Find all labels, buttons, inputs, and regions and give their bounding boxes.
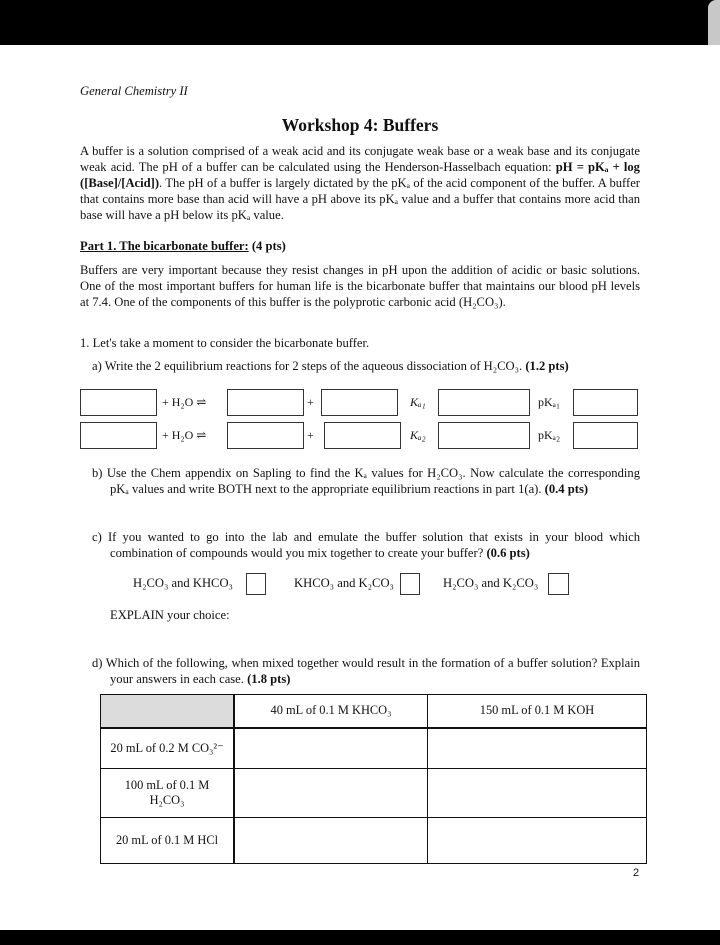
plus-2: + bbox=[307, 428, 314, 442]
question-1d bbox=[92, 655, 640, 687]
answer-cell[interactable] bbox=[234, 818, 428, 864]
table-row bbox=[101, 818, 647, 864]
part1-heading bbox=[80, 238, 640, 254]
pka1-box[interactable] bbox=[573, 389, 638, 416]
intro-text-cont: . The pH of a buffer is largely dictated by the pKₐ of the acid component of the buffer. A buffer that contains more base than acid will have a pH above its pKₐ value and a buffer that contains more acid than base will have a pH below its pKₐ value. bbox=[80, 176, 640, 222]
table-row bbox=[101, 769, 647, 818]
part1-title: Part 1. The bicarbonate buffer: bbox=[80, 239, 249, 253]
part1-points: (4 pts) bbox=[248, 239, 286, 253]
pka2-box[interactable] bbox=[573, 422, 638, 449]
table-corner-cell bbox=[101, 695, 235, 728]
answer-cell[interactable] bbox=[428, 728, 647, 769]
reactant-box-1[interactable] bbox=[80, 389, 157, 416]
column-header: 40 mL of 0.1 M KHCO₃ bbox=[234, 695, 428, 728]
pka2-label: pKₐ₂ bbox=[538, 428, 561, 442]
q1d-points: (1.8 pts) bbox=[247, 672, 291, 686]
row-header: 100 mL of 0.1 M H₂CO₃ bbox=[101, 769, 235, 818]
buffer-table bbox=[100, 694, 647, 864]
answer-cell[interactable] bbox=[428, 769, 647, 818]
choice-2-label: KHCO₃ and K₂CO₃ bbox=[294, 576, 394, 590]
q1b-text: b) Use the Chem appendix on Sapling to find the Kₐ values for H₂CO₃. Now calculate the corresponding pKₐ values and write BOTH next to the appropriate equilibrium reactions in part 1(a). bbox=[92, 466, 640, 496]
course-header: General Chemistry II bbox=[80, 84, 188, 98]
explain-label: EXPLAIN your choice: bbox=[110, 608, 230, 622]
answer-cell[interactable] bbox=[428, 818, 647, 864]
q1c-text: c) If you wanted to go into the lab and emulate the buffer solution that exists in your blood which combination of compounds would you mix together to create your buffer? bbox=[92, 530, 640, 560]
q1d-text: d) Which of the following, when mixed together would result in the formation of a buffer solution? Explain your answers in each case. bbox=[92, 656, 640, 686]
part1-paragraph: Buffers are very important because they resist changes in pH upon the addition of acidic or basic solutions. One of the most important buffers for human life is the bicarbonate buffer that maintains our blood pH levels at 7.4. One of the components of this buffer is the polyprotic carbonic acid (H₂CO₃). bbox=[80, 263, 640, 309]
question-1b bbox=[92, 465, 640, 497]
q1a-points: (1.2 pts) bbox=[525, 359, 569, 373]
pka1-label: pKₐ₁ bbox=[538, 395, 561, 409]
choice-3-label: H₂CO₃ and K₂CO₃ bbox=[443, 576, 539, 590]
choice-3-checkbox[interactable] bbox=[548, 573, 569, 595]
ka1-box[interactable] bbox=[438, 389, 530, 416]
table-header-row bbox=[101, 695, 647, 728]
product-box-1b[interactable] bbox=[321, 389, 398, 416]
choice-2-checkbox[interactable] bbox=[400, 573, 420, 595]
answer-cell[interactable] bbox=[234, 728, 428, 769]
reactant-box-2[interactable] bbox=[80, 422, 157, 449]
product-box-2b[interactable] bbox=[324, 422, 401, 449]
answer-cell[interactable] bbox=[234, 769, 428, 818]
q1c-points: (0.6 pts) bbox=[486, 546, 530, 560]
question-1a bbox=[92, 358, 640, 374]
ka2-box[interactable] bbox=[438, 422, 530, 449]
column-header: 150 mL of 0.1 M KOH bbox=[428, 695, 647, 728]
product-box-1a[interactable] bbox=[227, 389, 304, 416]
question-1c bbox=[92, 529, 640, 561]
row-header: 20 mL of 0.1 M HCl bbox=[101, 818, 235, 864]
q1b-points: (0.4 pts) bbox=[544, 482, 589, 496]
ka2-label: Kₐ₂ bbox=[410, 428, 426, 442]
question-1: 1. Let's take a moment to consider the bicarbonate buffer. bbox=[80, 336, 370, 350]
intro-text: A buffer is a solution comprised of a weak acid and its conjugate weak base or a weak base and its conjugate weak acid. The pH of a buffer can be calculated using the Henderson-Hasselbach equation: bbox=[80, 144, 640, 174]
row-header: 20 mL of 0.2 M CO₃²⁻ bbox=[101, 728, 235, 769]
ka1-label: Kₐ₁ bbox=[410, 395, 426, 409]
plus-1: + bbox=[307, 395, 314, 409]
page-title: Workshop 4: Buffers bbox=[281, 115, 439, 135]
choice-1-label: H₂CO₃ and KHCO₃ bbox=[133, 576, 233, 590]
page-number: 2 bbox=[633, 867, 640, 879]
product-box-2a[interactable] bbox=[227, 422, 304, 449]
table-row bbox=[101, 728, 647, 769]
q1a-text: a) Write the 2 equilibrium reactions for 2 steps of the aqueous dissociation of H₂CO₃. bbox=[92, 359, 526, 373]
intro-paragraph bbox=[80, 143, 640, 223]
choice-1-checkbox[interactable] bbox=[246, 573, 266, 595]
water-term-1: + H₂O ⇌ bbox=[162, 395, 207, 409]
water-term-2: + H₂O ⇌ bbox=[162, 428, 207, 442]
henderson-equation: pH = pKₐ + log ([Base]/[Acid]) bbox=[80, 160, 640, 190]
